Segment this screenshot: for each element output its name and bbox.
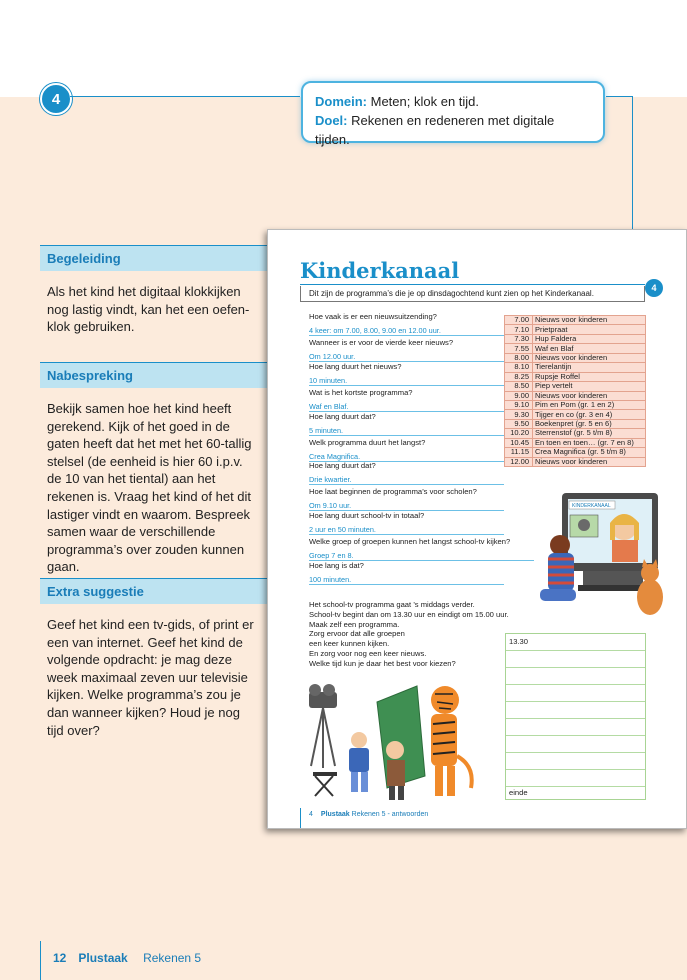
schedule-program: Tierelantijn: [533, 363, 646, 372]
schedule-row: [505, 363, 646, 372]
grid-end-label: einde: [509, 788, 528, 797]
schedule-row: [505, 410, 646, 419]
nabespreking-text: Bekijk samen hoe het kind heeft gerekend. Kijk of het goed in de gaten heeft dat het met het 60-tallig stelsel (de eenheid is hier 60 i.p.v. de 10 van het tiental) aan het rekenen is. Vraag het kind of het dit lastiger vindt en waarom. Bespreek samen waar de verschillende programma’s over zouden kunnen gaan.: [47, 401, 252, 575]
film-crew-illustration: [303, 676, 503, 806]
schedule-time: 10.20: [505, 429, 533, 438]
paragraph-line: Maak zelf een programma.: [309, 619, 400, 629]
schedule-row: [505, 372, 646, 381]
question: Welk programma duurt het langst?: [309, 437, 426, 447]
answer[interactable]: Waf en Blaf.: [309, 402, 504, 412]
paragraph-line: Welke tijd kun je daar het best voor kiezen?: [309, 658, 456, 668]
schedule-row: [505, 391, 646, 400]
schedule-program: Sterrenstof (gr. 5 t/m 8): [533, 429, 646, 438]
doel-label: Doel:: [315, 113, 348, 128]
schedule-time: 7.00: [505, 316, 533, 325]
grid-start-time: 13.30: [509, 637, 529, 646]
schedule-time: 10.45: [505, 438, 533, 447]
schedule-row: [505, 353, 646, 362]
schedule-row: [505, 400, 646, 409]
schedule-row: [505, 334, 646, 343]
paragraph-line: een keer kunnen kijken.: [309, 639, 390, 649]
schedule-program: Pim en Pom (gr. 1 en 2): [533, 400, 646, 409]
schedule-row: [505, 419, 646, 428]
question: Hoe lang is dat?: [309, 561, 364, 570]
paragraph-line: Zorg ervoor dat alle groepen: [309, 629, 405, 639]
paragraph-line: En zorg voor nog een keer nieuws.: [309, 648, 427, 658]
footer-book: Plustaak: [78, 951, 128, 965]
question: Welke groep of groepen kunnen het langst school-tv kijken?: [309, 537, 511, 547]
schedule-time: 11.15: [505, 448, 533, 457]
schedule-time: 9.50: [505, 419, 533, 428]
schedule-row: [505, 438, 646, 447]
answer[interactable]: 4 keer: om 7.00, 8.00, 9.00 en 12.00 uur.: [309, 326, 534, 336]
program-planning-grid[interactable]: [505, 633, 646, 800]
answer[interactable]: Groep 7 en 8.: [309, 551, 534, 561]
answer[interactable]: Om 9.10 uur.: [309, 501, 504, 511]
page-number: 12: [53, 951, 67, 965]
answer[interactable]: Om 12.00 uur.: [309, 352, 504, 362]
footer-subtitle: Rekenen 5: [143, 951, 202, 965]
schedule-time: 9.30: [505, 410, 533, 419]
tv-schedule-table: [504, 315, 646, 467]
schedule-row: [505, 316, 646, 325]
exercise-number-badge: 4: [40, 83, 72, 115]
worksheet-footer-book: Plustaak: [320, 811, 350, 818]
schedule-row: [505, 448, 646, 457]
schedule-time: 7.10: [505, 325, 533, 334]
schedule-program: Hup Faldera: [533, 334, 646, 343]
schedule-row: [505, 429, 646, 438]
connector-line: [632, 96, 633, 231]
tv-watching-illustration: [538, 485, 668, 625]
question: Wanneer is er voor de vierde keer nieuws?: [309, 337, 454, 347]
tv-logo-text: KINDERKANAAL: [572, 503, 611, 509]
answer[interactable]: 2 uur en 50 minuten.: [309, 525, 504, 535]
schedule-row: [505, 344, 646, 353]
extra-suggestie-text: Geef het kind een tv-gids, of print er een van internet. Geef het kind de volgende opdracht: je mag deze week maximaal zeven uur televisie kijken. Welke programma’s zou je dan wanneer kijken? Houd je nog tijd over?: [47, 617, 254, 738]
schedule-program: Prietpraat: [533, 325, 646, 334]
schedule-time: 12.00: [505, 457, 533, 466]
page-footer: [53, 951, 201, 965]
answer[interactable]: 100 minuten.: [309, 575, 504, 585]
footer-rule: [40, 941, 41, 980]
domein-label: Domein:: [315, 94, 367, 109]
schedule-time: 8.25: [505, 372, 533, 381]
schedule-time: 9.10: [505, 400, 533, 409]
answer[interactable]: Drie kwartier.: [309, 475, 504, 485]
schedule-program: Nieuws voor kinderen: [533, 316, 646, 325]
question: Hoe lang duurt het nieuws?: [309, 361, 402, 371]
schedule-program: Nieuws voor kinderen: [533, 391, 646, 400]
schedule-program: Waf en Blaf: [533, 344, 646, 353]
worksheet-number-badge: 4: [645, 279, 663, 297]
schedule-program: Crea Magnifica (gr. 5 t/m 8): [533, 448, 646, 457]
worksheet-footer-subtitle: Rekenen 5 - antwoorden: [351, 811, 429, 818]
question: Hoe lang duurt dat?: [309, 411, 376, 421]
connector-line: [70, 96, 300, 97]
begeleiding-heading: Begeleiding: [40, 245, 270, 271]
schedule-program: Tijger en co (gr. 3 en 4): [533, 410, 646, 419]
schedule-program: En toen en toen… (gr. 7 en 8): [533, 438, 646, 447]
schedule-time: 8.10: [505, 363, 533, 372]
title-rule: [300, 284, 645, 285]
schedule-program: Rupsje Roffel: [533, 372, 646, 381]
nabespreking-heading: Nabespreking: [40, 362, 270, 388]
question: Hoe lang duurt school-tv in totaal?: [309, 511, 425, 521]
question: Hoe laat beginnen de programma’s voor scholen?: [309, 487, 477, 497]
schedule-program: Piep vertelt: [533, 382, 646, 391]
schedule-time: 8.00: [505, 353, 533, 362]
domein-value: Meten; klok en tijd.: [370, 94, 480, 109]
schedule-time: 9.00: [505, 391, 533, 400]
begeleiding-text: Als het kind het digitaal klokkijken nog lastig vindt, kan het een oefen-klok gebruiken.: [47, 284, 250, 335]
doel-value: Rekenen en redeneren met digitale tijden.: [315, 113, 555, 147]
answer[interactable]: 5 minuten.: [309, 426, 504, 436]
extra-suggestie-heading: Extra suggestie: [40, 578, 270, 604]
answer[interactable]: Crea Magnifica.: [309, 452, 504, 462]
worksheet-title: Kinderkanaal: [300, 258, 460, 283]
domain-goal-box: [301, 81, 605, 147]
question: Wat is het kortste programma?: [309, 387, 413, 397]
schedule-program: Boekenpret (gr. 5 en 6): [533, 419, 646, 428]
connector-line: [606, 96, 633, 97]
question: Hoe lang duurt dat?: [309, 461, 376, 471]
paragraph-line: Het school-tv programma gaat ’s middags verder.: [309, 600, 475, 609]
worksheet-intro: Dit zijn de programma’s die je op dinsdagochtend kunt zien op het Kinderkanaal.: [300, 286, 645, 302]
schedule-row: [505, 457, 646, 466]
paragraph-line: School-tv begint dan om 13.30 uur en eindigt om 15.00 uur.: [309, 609, 509, 619]
schedule-row: [505, 382, 646, 391]
answer[interactable]: 10 minuten.: [309, 376, 504, 386]
schedule-time: 7.55: [505, 344, 533, 353]
question: Hoe vaak is er een nieuwsuitzending?: [309, 312, 437, 321]
worksheet-footer: [300, 808, 609, 828]
schedule-row: [505, 325, 646, 334]
schedule-program: Nieuws voor kinderen: [533, 457, 646, 466]
worksheet-page-number: 4: [309, 811, 313, 818]
schedule-program: Nieuws voor kinderen: [533, 353, 646, 362]
schedule-time: 7.30: [505, 334, 533, 343]
schedule-time: 8.50: [505, 382, 533, 391]
